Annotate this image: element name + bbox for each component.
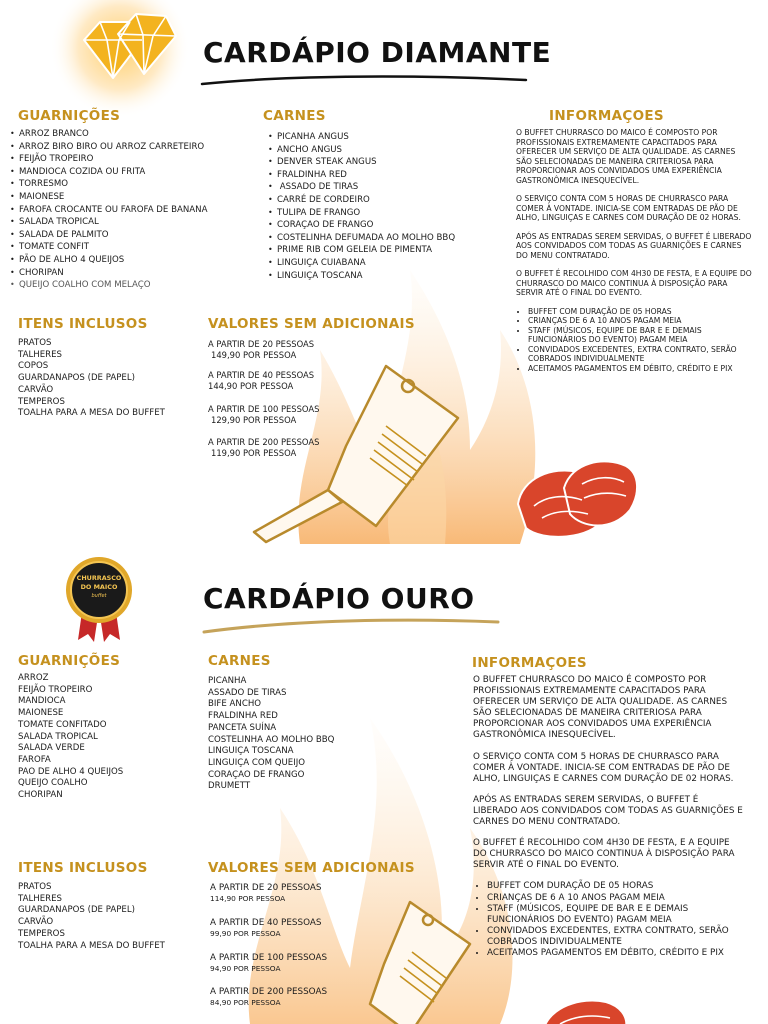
list-item: CHORIPAN bbox=[18, 790, 63, 801]
list-item: PAO DE ALHO 4 QUEIJOS bbox=[18, 766, 124, 777]
logo-badge-line: buffet bbox=[91, 593, 107, 599]
carnes-list bbox=[268, 131, 455, 282]
list-item: • CONVIDADOS EXCEDENTES, EXTRA CONTRATO, SERÃO COBRADOS INDIVIDUALMENTE bbox=[528, 345, 752, 364]
list-item: TALHERES bbox=[18, 893, 62, 904]
cleaver-icon bbox=[236, 356, 466, 544]
list-item: GUARDANAPOS (DE PAPEL) bbox=[18, 905, 135, 916]
section-heading-guarnicoes: GUARNIÇÕES bbox=[18, 108, 121, 124]
list-item: • CONVIDADOS EXCEDENTES, EXTRA CONTRATO, SERÃO COBRADOS INDIVIDUALMENTE bbox=[487, 926, 743, 948]
list-item: • MAIONESE bbox=[10, 191, 207, 204]
price-tier-value: 94,90 POR PESSOA bbox=[210, 964, 281, 973]
price-tier bbox=[210, 987, 327, 1007]
list-item: • TORRESMO bbox=[10, 178, 207, 191]
price-tier-label: A PARTIR DE 200 PESSOAS bbox=[210, 987, 328, 997]
list-item: • STAFF (MÚSICOS, EQUIPE DE BAR E E DEMAIS FUNCIONÁRIOS DO EVENTO) PAGAM MEIA bbox=[487, 904, 743, 926]
list-item: CARVÃO bbox=[18, 384, 54, 395]
section-heading-guarnicoes: GUARNIÇÕES bbox=[18, 653, 121, 669]
carnes-list bbox=[208, 676, 334, 793]
list-item: MAIONESE bbox=[18, 708, 64, 719]
list-item: TALHERES bbox=[18, 349, 62, 360]
price-tier-label: A PARTIR DE 40 PESSOAS bbox=[208, 370, 315, 380]
info-paragraph: O BUFFET CHURRASCO DO MAICO É COMPOSTO POR PROFISSIONAIS EXTREMAMENTE CAPACITADOS PARA OFERECER UM SERVIÇO DE ALTA QUALIDADE. AS CARNES SÃO SELECIONADAS DE MANEIRA CRITERIOSA PARA PROPORCIONAR AOS CONVIDADOS UMA EXPERIÊNCIA GASTRONÔMICA INESQUECÍVEL. bbox=[473, 675, 728, 741]
list-item: DRUMETT bbox=[208, 781, 251, 792]
diamond-icon bbox=[74, 8, 184, 88]
list-item: COPOS bbox=[18, 361, 49, 372]
info-paragraph: O BUFFET É RECOLHIDO COM 4H30 DE FESTA, E A EQUIPE DO CHURRASCO DO MAICO CONTINUA À DISPOSIÇÃO PARA SERVIR ATÉ O FINAL DO EVENTO. bbox=[516, 269, 752, 297]
list-item: CARVÃO bbox=[18, 917, 54, 928]
price-tier-value: 144,90 POR PESSOA bbox=[208, 380, 294, 391]
price-tier-label: A PARTIR DE 100 PESSOAS bbox=[208, 404, 320, 414]
list-item: ASSADO DE TIRAS bbox=[208, 687, 287, 698]
price-tier-label: A PARTIR DE 200 PESSOAS bbox=[208, 437, 320, 447]
list-item: • ACEITAMOS PAGAMENTOS EM DÉBITO, CRÉDITO E PIX bbox=[487, 948, 743, 959]
section-heading-valores: VALORES SEM ADICIONAIS bbox=[208, 860, 415, 876]
guarnicoes-list bbox=[10, 128, 207, 292]
menu-ouro bbox=[0, 548, 768, 1024]
list-item: • CORAÇAO DE FRANGO bbox=[268, 219, 455, 232]
steak-icon bbox=[540, 988, 630, 1024]
price-tier-value: 119,90 POR PESSOA bbox=[211, 447, 297, 458]
info-paragraph: O SERVIÇO CONTA COM 5 HORAS DE CHURRASCO PARA COMER À VONTADE. INICIA-SE COM ENTRADAS DE PÃO DE ALHO, LINGUIÇAS E CARNES COM DURAÇÃO DE 02 HORAS. bbox=[473, 751, 734, 784]
page-title: CARDÁPIO DIAMANTE bbox=[203, 36, 552, 69]
info-paragraph: O BUFFET É RECOLHIDO COM 4H30 DE FESTA, E A EQUIPE DO CHURRASCO DO MAICO CONTINUA À DISPOSIÇÃO PARA SERVIR ATÉ O FINAL DO EVENTO. bbox=[473, 838, 735, 871]
list-item: FEIJÃO TROPEIRO bbox=[18, 684, 93, 695]
list-item: • BUFFET COM DURAÇÃO DE 05 HORAS bbox=[528, 307, 752, 317]
list-item: QUEIJO COALHO bbox=[18, 778, 88, 789]
section-heading-valores: VALORES SEM ADICIONAIS bbox=[208, 316, 415, 332]
list-item: • LINGUIÇA TOSCANA bbox=[268, 270, 455, 283]
list-item: TEMPEROS bbox=[18, 928, 65, 939]
list-item: FRALDINHA RED bbox=[208, 711, 278, 722]
list-item: GUARDANAPOS (DE PAPEL) bbox=[18, 373, 135, 384]
section-heading-itens-inclusos: ITENS INCLUSOS bbox=[18, 860, 148, 876]
list-item: FAROFA bbox=[18, 754, 51, 765]
section-heading-carnes: CARNES bbox=[208, 653, 271, 669]
price-tier-value: 129,90 POR PESSOA bbox=[211, 414, 297, 425]
price-tier-value: 84,90 POR PESSOA bbox=[210, 998, 281, 1007]
list-item: • QUEIJO COALHO COM MELAÇO bbox=[10, 279, 207, 292]
list-item: TOALHA PARA A MESA DO BUFFET bbox=[18, 940, 165, 951]
itens-inclusos-list bbox=[18, 338, 165, 420]
informacoes-block bbox=[516, 128, 752, 373]
info-bullets bbox=[473, 881, 743, 959]
list-item: MANDIOCA bbox=[18, 696, 66, 707]
page-title: CARDÁPIO OURO bbox=[203, 582, 475, 615]
informacoes-block bbox=[473, 675, 743, 959]
list-item: • TULIPA DE FRANGO bbox=[268, 207, 455, 220]
price-tier-value: 114,90 POR PESSOA bbox=[210, 894, 286, 903]
list-item: TOALHA PARA A MESA DO BUFFET bbox=[18, 408, 165, 419]
list-item: • FAROFA CROCANTE OU FAROFA DE BANANA bbox=[10, 204, 207, 217]
list-item: • FEIJÃO TROPEIRO bbox=[10, 153, 207, 166]
price-tier-label: A PARTIR DE 20 PESSOAS bbox=[208, 339, 315, 349]
guarnicoes-list bbox=[18, 673, 123, 802]
list-item: • BUFFET COM DURAÇÃO DE 05 HORAS bbox=[487, 881, 743, 892]
logo-badge-text bbox=[70, 574, 128, 601]
list-item: • CRIANÇAS DE 6 A 10 ANOS PAGAM MEIA bbox=[528, 316, 752, 326]
list-item: • ANCHO ANGUS bbox=[268, 144, 455, 157]
list-item: SALADA TROPICAL bbox=[18, 731, 98, 742]
section-heading-informacoes: INFORMAÇOES bbox=[549, 108, 664, 124]
info-paragraph: O SERVIÇO CONTA COM 5 HORAS DE CHURRASCO PARA COMER À VONTADE. INICIA-SE COM ENTRADAS DE PÃO DE ALHO, LINGUIÇAS E CARNES COM DURAÇÃO DE 02 HORAS. bbox=[516, 194, 741, 222]
title-underline bbox=[200, 72, 530, 88]
list-item: PRATOS bbox=[18, 882, 52, 892]
info-bullets bbox=[516, 307, 752, 374]
list-item: PANCETA SUÍNA bbox=[208, 722, 277, 733]
list-item: LINGUIÇA TOSCANA bbox=[208, 746, 294, 757]
list-item: • ACEITAMOS PAGAMENTOS EM DÉBITO, CRÉDITO E PIX bbox=[528, 364, 752, 374]
info-paragraph: APÓS AS ENTRADAS SEREM SERVIDAS, O BUFFET É LIBERADO AOS CONVIDADOS COM TODAS AS GUARNIÇÕES E CARNES DO MENU CONTRATADO. bbox=[516, 231, 752, 260]
list-item: • PICANHA ANGUS bbox=[268, 131, 455, 144]
list-item: • CRIANÇAS DE 6 A 10 ANOS PAGAM MEIA bbox=[487, 893, 743, 904]
list-item: • STAFF (MÚSICOS, EQUIPE DE BAR E E DEMAIS FUNCIONÁRIOS DO EVENTO) PAGAM MEIA bbox=[528, 326, 752, 345]
list-item: • COSTELINHA DEFUMADA AO MOLHO BBQ bbox=[268, 232, 455, 245]
list-item: • DENVER STEAK ANGUS bbox=[268, 156, 455, 169]
list-item: PRATOS bbox=[18, 338, 52, 348]
list-item: • CHORIPAN bbox=[10, 267, 207, 280]
title-underline bbox=[202, 616, 502, 636]
itens-inclusos-list bbox=[18, 882, 165, 952]
price-tier-value: 99,90 POR PESSOA bbox=[210, 929, 281, 938]
info-paragraph: APÓS AS ENTRADAS SEREM SERVIDAS, O BUFFET É LIBERADO AOS CONVIDADOS COM TODAS AS GUARNIÇÕES E CARNES DO MENU CONTRATADO. bbox=[473, 794, 743, 828]
list-item: SALADA VERDE bbox=[18, 743, 85, 754]
list-item: COSTELINHA AO MOLHO BBQ bbox=[208, 734, 335, 745]
section-heading-carnes: CARNES bbox=[263, 108, 326, 124]
list-item: • MANDIOCA COZIDA OU FRITA bbox=[10, 166, 207, 179]
list-item: • SALADA TROPICAL bbox=[10, 216, 207, 229]
list-item: TOMATE CONFITADO bbox=[18, 719, 107, 730]
list-item: • SALADA DE PALMITO bbox=[10, 229, 207, 242]
list-item: • TOMATE CONFIT bbox=[10, 241, 207, 254]
logo-badge-line: DO MAICO bbox=[80, 583, 118, 591]
list-item: LINGUIÇA COM QUEIJO bbox=[208, 757, 306, 768]
list-item: • ARROZ BIRO BIRO OU ARROZ CARRETEIRO bbox=[10, 141, 207, 154]
steak-icon bbox=[512, 448, 642, 544]
list-item: PICANHA bbox=[208, 676, 247, 686]
price-tier-label: A PARTIR DE 20 PESSOAS bbox=[210, 883, 322, 893]
info-paragraph: O BUFFET CHURRASCO DO MAICO É COMPOSTO POR PROFISSIONAIS EXTREMAMENTE CAPACITADOS PARA OFERECER UM SERVIÇO DE ALTA QUALIDADE. AS CARNES SÃO SELECIONADAS DE MANEIRA CRITERIOSA PARA PROPORCIONAR AOS CONVIDADOS UMA EXPERIÊNCIA GASTRONÔMICA INESQUECÍVEL. bbox=[516, 128, 736, 185]
list-item: BIFE ANCHO bbox=[208, 699, 262, 710]
price-tier-label: A PARTIR DE 40 PESSOAS bbox=[210, 918, 322, 928]
list-item: • PRIME RIB COM GELEIA DE PIMENTA bbox=[268, 244, 455, 257]
price-tier-value: 149,90 POR PESSOA bbox=[211, 349, 297, 360]
list-item: ARROZ bbox=[18, 673, 49, 683]
price-tier-label: A PARTIR DE 100 PESSOAS bbox=[210, 953, 328, 963]
list-item: • FRALDINHA RED bbox=[268, 169, 455, 182]
list-item: TEMPEROS bbox=[18, 396, 65, 407]
logo-badge-line: CHURRASCO bbox=[76, 574, 122, 582]
list-item: • ASSADO DE TIRAS bbox=[268, 181, 455, 194]
list-item: • CARRÉ DE CORDEIRO bbox=[268, 194, 455, 207]
section-heading-itens-inclusos: ITENS INCLUSOS bbox=[18, 316, 148, 332]
list-item: CORAÇAO DE FRANGO bbox=[208, 769, 305, 780]
section-heading-informacoes: INFORMAÇOES bbox=[472, 655, 587, 671]
list-item: • LINGUIÇA CUIABANA bbox=[268, 257, 455, 270]
list-item: • PÃO DE ALHO 4 QUEIJOS bbox=[10, 254, 207, 267]
list-item: • ARROZ BRANCO bbox=[10, 128, 207, 141]
